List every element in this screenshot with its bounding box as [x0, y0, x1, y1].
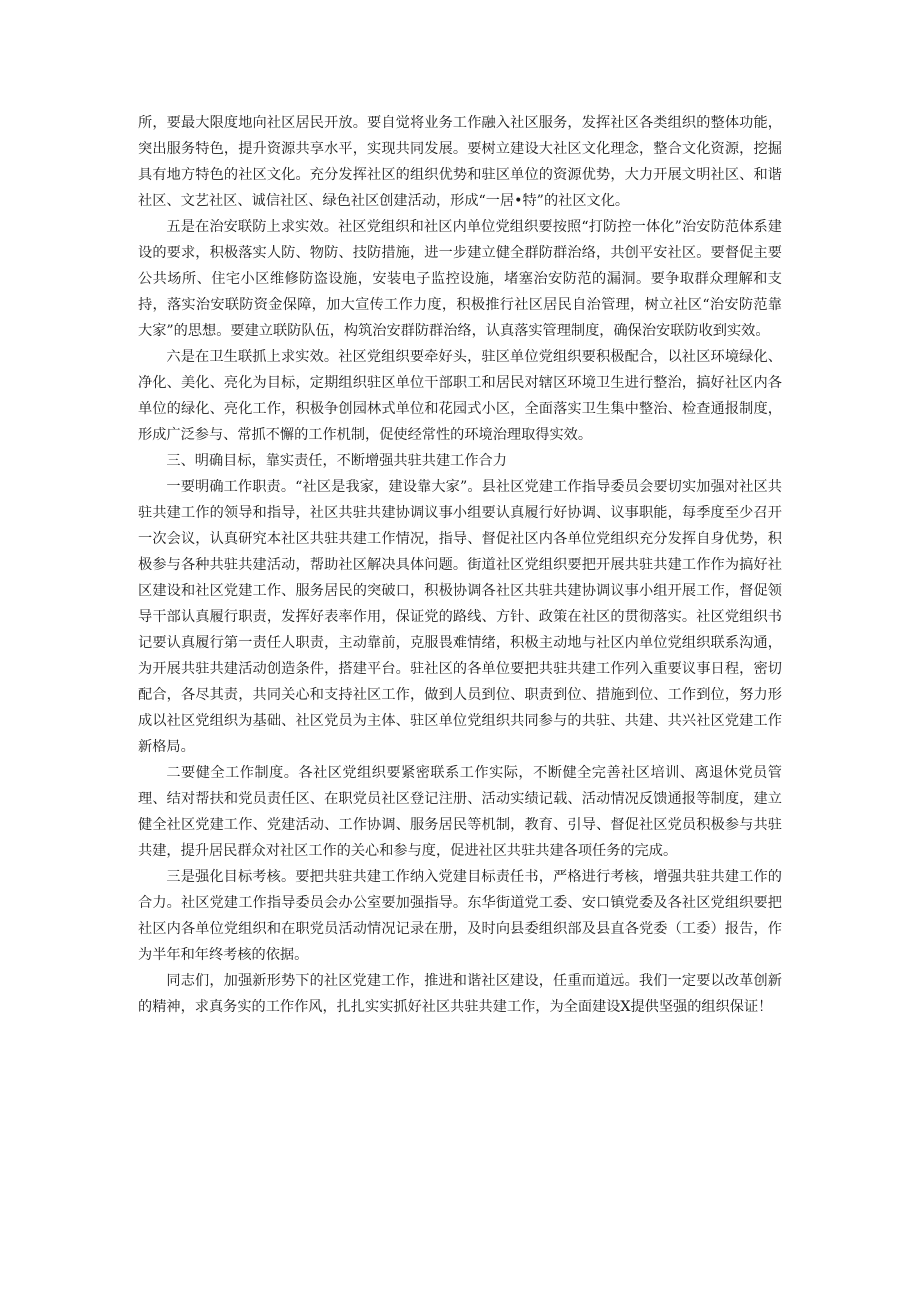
paragraph-public-security: 五是在治安联防上求实效。社区党组织和社区内单位党组织要按照“打防控一体化”治安防范体系建设的要求，积极落实人防、物防、技防措施，进一步建立健全群防群治络，共创平安社区。要督促主要公共场所、住宅小区维修防盗设施，安装电子监控设施，堵塞治安防范的漏洞。要争取群众理解和支持，落实治安联防资金保障，加大宣传工作力度，积极推行社区居民自治管理，树立社区“治安防范靠大家”的思想。要建立联防队伍，构筑治安群防群治络，认真落实管理制度，确保治安联防收到实效。 [138, 219, 782, 339]
paragraph-duties: 一要明确工作职责。“社区是我家，建设靠大家”。县社区党建工作指导委员会要切实加强对社区共驻共建工作的领导和指导，社区共驻共建协调议事小组要认真履行好协调、议事职能，每季度至少召开一次会议，认真研究本社区共驻共建工作情况，指导、督促社区内各单位党组织充分发挥自身优势，积极参与各种共驻共建活动，帮助社区解决具体问题。街道社区党组织要把开展共驻共建工作作为搞好社区建设和社区党建工作、服务居民的突破口，积极协调各社区共驻共建协调议事小组开展工作，督促领导干部认真履行职责，发挥好表率作用，保证党的路线、方针、政策在社区的贯彻落实。社区党组织书记要认真履行第一责任人职责，主动靠前，克服畏难情绪，积极主动地与社区内单位党组织联系沟通，为开展共驻共建活动创造条件，搭建平台。驻社区的各单位要把共驻共建工作列入重要议事日程，密切配合，各尽其责，共同关心和支持社区工作，做到人员到位、职责到位、措施到位、工作到位，努力形成以社区党组织为基础、社区党员为主体、驻区单位党组织共同参与的共驻、共建、共兴社区党建工作新格局。 [138, 479, 782, 755]
paragraph-systems: 二要健全工作制度。各社区党组织要紧密联系工作实际，不断健全完善社区培训、离退休党员管理、结对帮扶和党员责任区、在职党员社区登记注册、活动实绩记载、活动情况反馈通报等制度，建立健全社区党建工作、党建活动、工作协调、服务居民等机制，教育、引导、督促社区党员积极参与共驻共建，提升居民群众对社区工作的关心和参与度，促进社区共驻共建各项任务的完成。 [138, 765, 782, 859]
section-heading-three: 三、明确目标，靠实责任，不断增强共驻共建工作合力 [166, 453, 507, 469]
paragraph-closing: 同志们，加强新形势下的社区党建工作，推进和谐社区建设，任重而道远。我们一定要以改革创新的精神，求真务实的工作作风，扎扎实实抓好社区共驻共建工作，为全面建设X提供坚强的组织保证！ [138, 973, 782, 1015]
paragraph-assessment: 三是强化目标考核。要把共驻共建工作纳入党建目标责任书，严格进行考核，增强共驻共建工作的合力。社区党建工作指导委员会办公室要加强指导。东华街道党工委、安口镇党委及各社区党组织要把社区内各单位党组织和在职党员活动情况记录在册，及时向县委组织部及县直各党委（工委）报告，作为半年和年终考核的依据。 [138, 869, 782, 963]
document-body [138, 110, 782, 1020]
paragraph-sanitation: 六是在卫生联抓上求实效。社区党组织要牵好头，驻区单位党组织要积极配合，以社区环境绿化、净化、美化、亮化为目标，定期组织驻区单位干部职工和居民对辖区环境卫生进行整治，搞好社区内各单位的绿化、亮化工作，积极争创园林式单位和花园式小区，全面落实卫生集中整治、检查通报制度，形成广泛参与、常抓不懈的工作机制，促使经常性的环境治理取得实效。 [138, 349, 782, 443]
paragraph-continuation: 所，要最大限度地向社区居民开放。要自觉将业务工作融入社区服务，发挥社区各类组织的整体功能，突出服务特色，提升资源共享水平，实现共同发展。要树立建设大社区文化理念，整合文化资源，挖掘具有地方特色的社区文化。充分发挥社区的组织优势和驻区单位的资源优势，大力开展文明社区、和谐社区、文艺社区、诚信社区、绿色社区创建活动，形成“一居•特”的社区文化。 [138, 115, 782, 209]
